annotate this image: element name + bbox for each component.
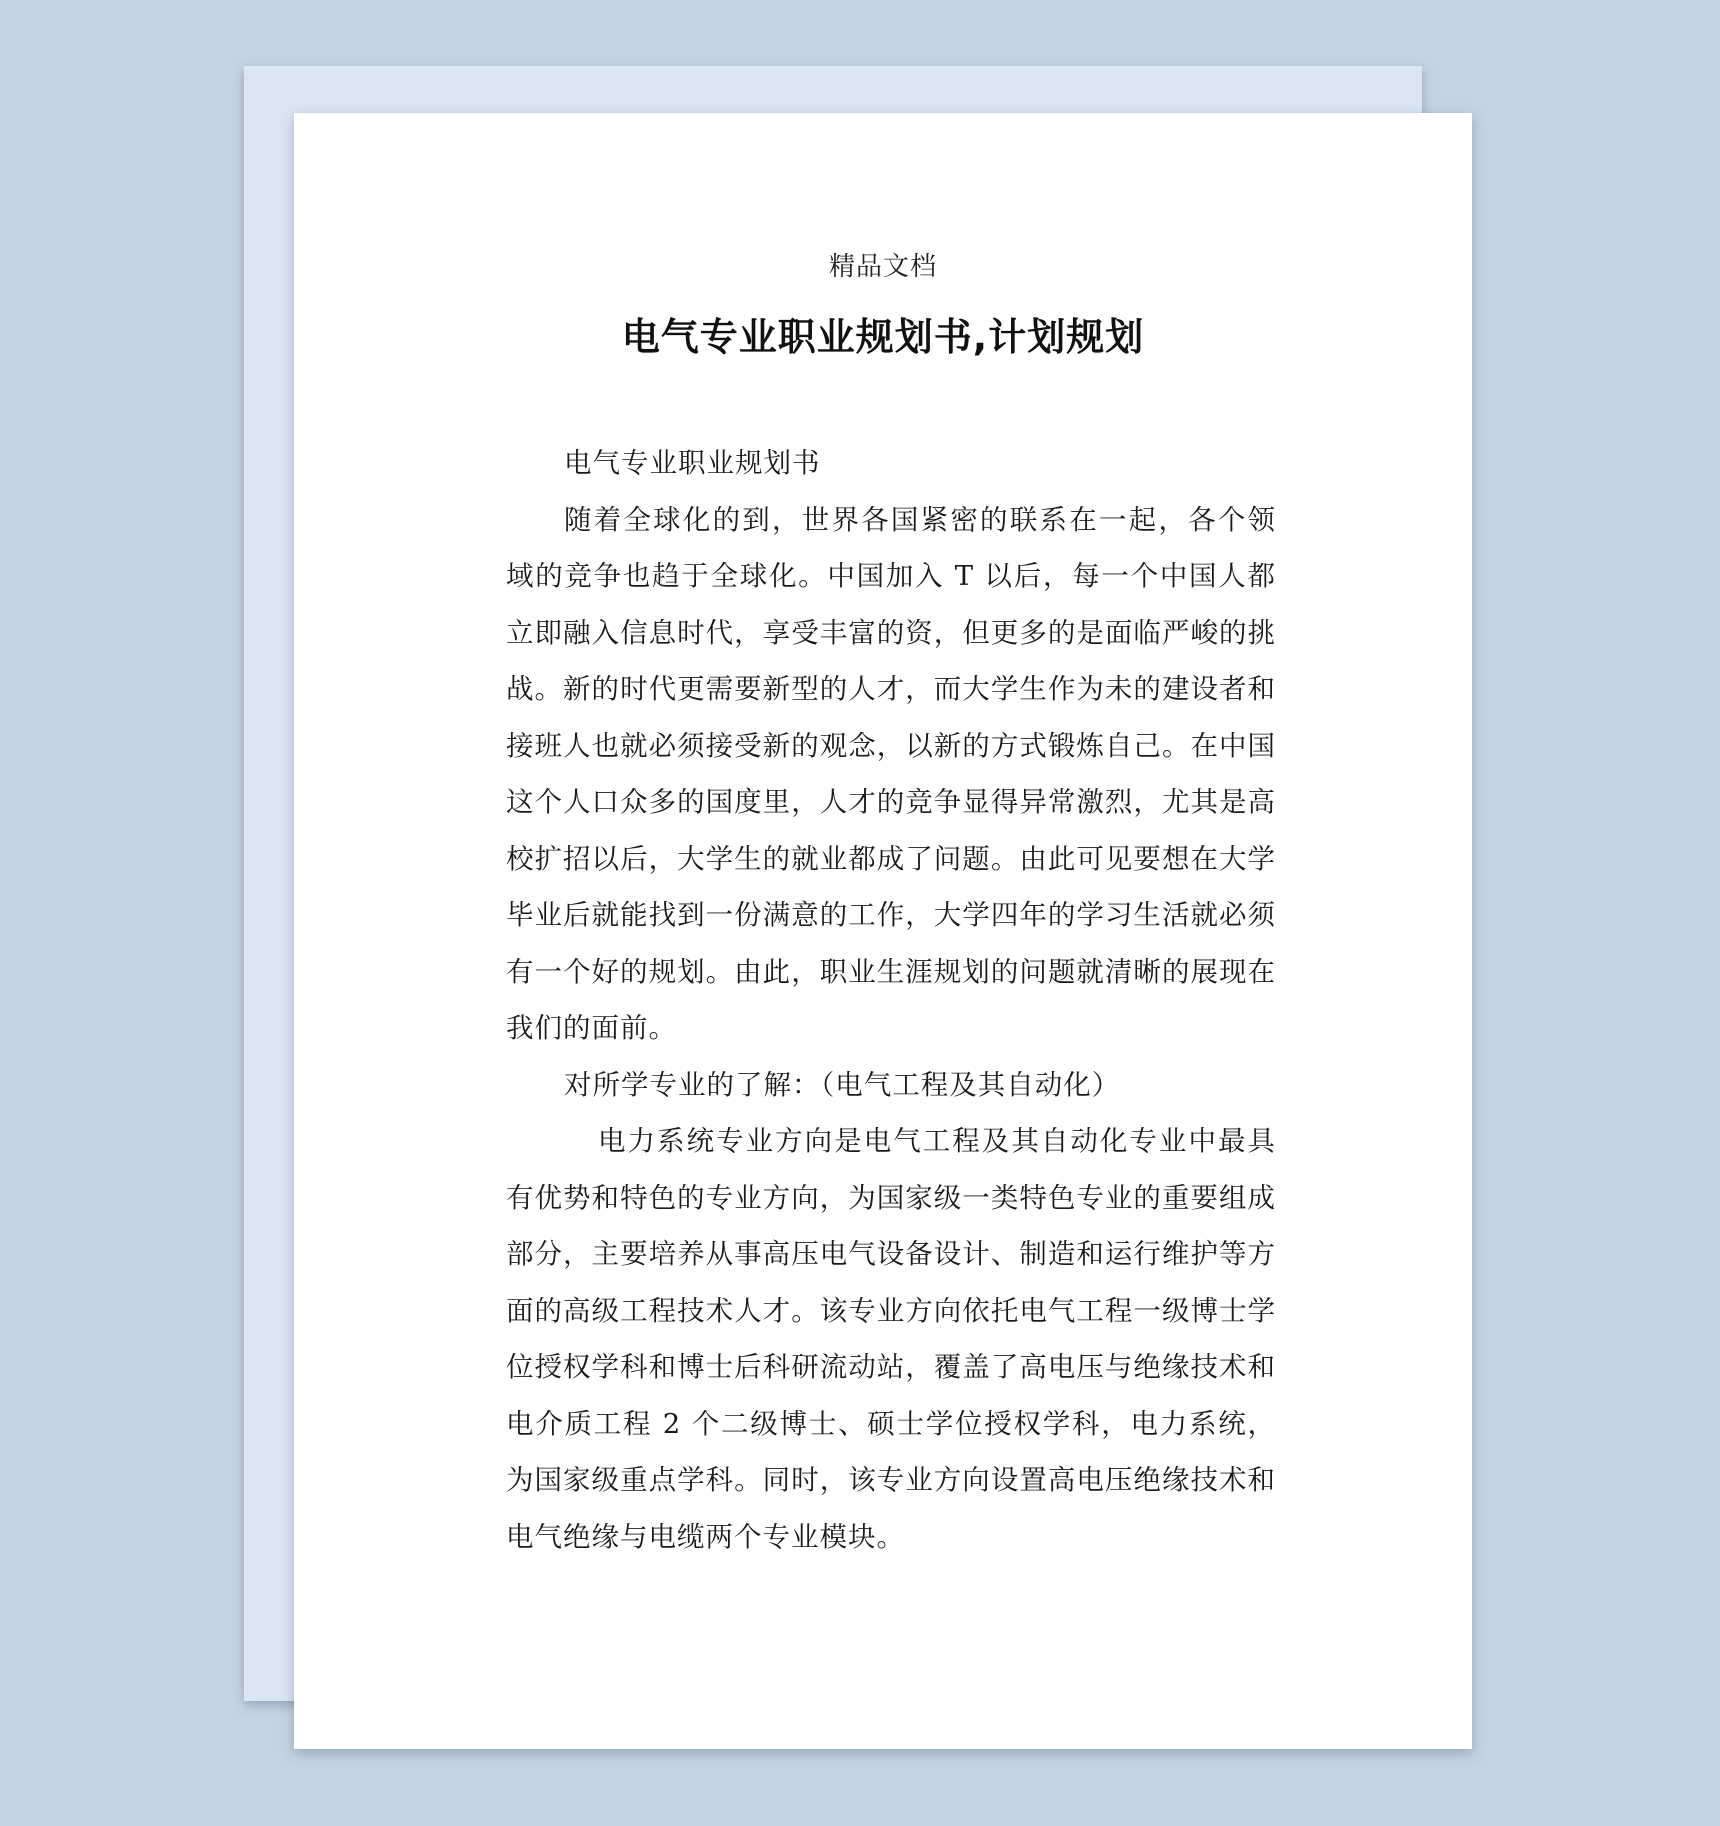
document-title: 电气专业职业规划书,计划规划 xyxy=(621,315,1145,359)
section-heading: 电气专业职业规划书 xyxy=(564,447,821,479)
document-header-label: 精品文档 xyxy=(828,252,937,282)
body-paragraph: 随着全球化的到，世界各国紧密的联系在一起，各个领域的竞争也趋于全球化。中国加入 T 以后，每一个中国人都立即融入信息时代，享受丰富的资，但更多的是面临严峻的挑战。新的时代更需要新型的人才，而大学生作为未的建设者和接班人也就必须接受新的观念，以新的方式锻炼自己。在中国这个人口众多的国度里，人才的竞争显得异常激烈，尤其是高校扩招以后，大学生的就业都成了问题。由此可见要想在大学毕业后就能找到一份满意的工作，大学四年的学习生活就必须有一个好的规划。由此，职业生涯规划的问题就清晰的展现在我们的面前。 xyxy=(506,503,1276,1044)
body-paragraph: 电力系统专业方向是电气工程及其自动化专业中最具有优势和特色的专业方向，为国家级一类特色专业的重要组成部分，主要培养从事高压电气设备设计、制造和运行维护等方面的高级工程技术人才。该专业方向依托电气工程一级博士学位授权学科和博士后科研流动站，覆盖了高电压与绝缘技术和电介质工程 2 个二级博士、硕士学位授权学科，电力系统，为国家级重点学科。同时，该专业方向设置高电压绝缘技术和电气绝缘与电缆两个专业模块。 xyxy=(506,1125,1276,1553)
document-body xyxy=(506,435,1276,1565)
section-heading: 对所学专业的了解：（电气工程及其自动化） xyxy=(564,1068,1121,1101)
document-page xyxy=(294,113,1472,1749)
